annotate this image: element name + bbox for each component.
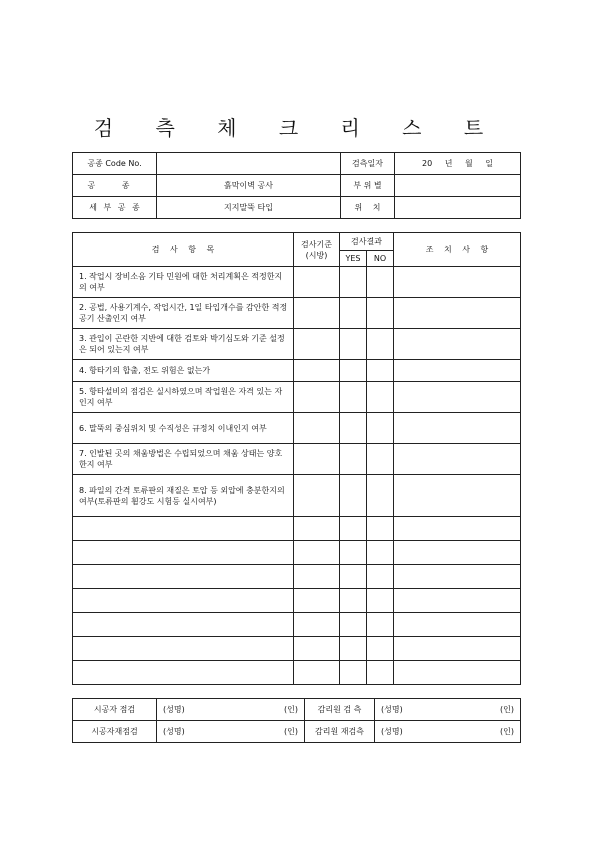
col-yes-header: YES <box>340 251 367 267</box>
standard-cell[interactable] <box>294 382 340 413</box>
action-cell[interactable] <box>394 360 521 382</box>
header-table <box>72 152 521 219</box>
yes-cell[interactable] <box>340 329 367 360</box>
checklist-item-text: 1. 작업시 장비소음 기타 민원에 대한 처리계획은 적정한지의 여부 <box>73 267 294 298</box>
no-cell[interactable] <box>367 267 394 298</box>
no-cell[interactable] <box>367 413 394 444</box>
yes-cell[interactable] <box>340 444 367 475</box>
standard-cell[interactable] <box>294 267 340 298</box>
col-action-header: 조 치 사 항 <box>394 233 521 267</box>
empty-row <box>73 565 521 589</box>
checklist-row <box>73 382 521 413</box>
standard-cell[interactable] <box>294 565 340 589</box>
supervisor-check-label: 감리원 검 측 <box>305 699 375 721</box>
standard-cell[interactable] <box>294 444 340 475</box>
action-cell[interactable] <box>394 541 521 565</box>
name-label: (성명) <box>381 727 403 736</box>
checklist-row <box>73 413 521 444</box>
col-no-header: NO <box>367 251 394 267</box>
dept-field[interactable] <box>395 175 521 197</box>
item-cell[interactable] <box>73 565 294 589</box>
col-item-header: 검 사 항 목 <box>73 233 294 267</box>
yes-cell[interactable] <box>340 360 367 382</box>
action-cell[interactable] <box>394 517 521 541</box>
item-cell[interactable] <box>73 517 294 541</box>
date-label: 검측일자 <box>341 153 395 175</box>
yes-cell[interactable] <box>340 267 367 298</box>
checklist-row <box>73 329 521 360</box>
no-cell[interactable] <box>367 613 394 637</box>
checklist-row <box>73 267 521 298</box>
checklist-row <box>73 475 521 517</box>
yes-cell[interactable] <box>340 565 367 589</box>
dept-label: 부 위 별 <box>341 175 395 197</box>
yes-cell[interactable] <box>340 475 367 517</box>
empty-row <box>73 541 521 565</box>
standard-cell[interactable] <box>294 517 340 541</box>
seal-label: (인) <box>500 705 514 714</box>
item-cell[interactable] <box>73 637 294 661</box>
action-cell[interactable] <box>394 475 521 517</box>
checklist-table <box>72 232 521 685</box>
checklist-item-text: 3. 관입이 곤란한 지반에 대한 검토와 박기심도와 기준 설정은 되어 있는지 여부 <box>73 329 294 360</box>
seal-label: (인) <box>284 705 298 714</box>
location-field[interactable] <box>395 197 521 219</box>
standard-cell[interactable] <box>294 413 340 444</box>
item-cell[interactable] <box>73 661 294 685</box>
signature-table <box>72 698 521 743</box>
no-cell[interactable] <box>367 444 394 475</box>
empty-row <box>73 637 521 661</box>
supervisor-recheck-label: 감리원 재검측 <box>305 721 375 743</box>
action-cell[interactable] <box>394 444 521 475</box>
action-cell[interactable] <box>394 613 521 637</box>
no-cell[interactable] <box>367 360 394 382</box>
item-cell[interactable] <box>73 613 294 637</box>
items-body <box>73 267 521 685</box>
contractor-recheck-sign[interactable] <box>157 721 305 743</box>
supervisor-check-sign[interactable] <box>375 699 521 721</box>
yes-cell[interactable] <box>340 541 367 565</box>
standard-cell[interactable] <box>294 475 340 517</box>
checklist-item-text: 2. 공법, 사용기계수, 작업시간, 1일 타입개수를 감안한 적정공기 산출인지 여부 <box>73 298 294 329</box>
yes-cell[interactable] <box>340 382 367 413</box>
action-cell[interactable] <box>394 637 521 661</box>
name-label: (성명) <box>381 705 403 714</box>
name-label: (성명) <box>163 727 185 736</box>
code-label: 공종 Code No. <box>73 153 157 175</box>
action-cell[interactable] <box>394 329 521 360</box>
standard-cell[interactable] <box>294 637 340 661</box>
checklist-item-text: 5. 항타설비의 점검은 실시하였으며 작업원은 자격 있는 자인지 여부 <box>73 382 294 413</box>
no-cell[interactable] <box>367 565 394 589</box>
yes-cell[interactable] <box>340 517 367 541</box>
standard-cell[interactable] <box>294 589 340 613</box>
action-cell[interactable] <box>394 413 521 444</box>
item-cell[interactable] <box>73 541 294 565</box>
seal-label: (인) <box>284 727 298 736</box>
no-cell[interactable] <box>367 637 394 661</box>
contractor-check-label: 시공자 점검 <box>73 699 157 721</box>
code-field[interactable] <box>157 153 341 175</box>
yes-cell[interactable] <box>340 613 367 637</box>
standard-cell[interactable] <box>294 613 340 637</box>
checklist-row <box>73 444 521 475</box>
no-cell[interactable] <box>367 589 394 613</box>
checklist-item-text: 4. 항타기의 합출, 전도 위험은 없는가 <box>73 360 294 382</box>
action-cell[interactable] <box>394 298 521 329</box>
no-cell[interactable] <box>367 541 394 565</box>
detail-field[interactable]: 지지말뚝 타입 <box>157 197 341 219</box>
action-cell[interactable] <box>394 589 521 613</box>
checklist-item-text: 8. 파일의 간격 토류판의 재질은 토압 등 외압에 충분한지의 여부(토류판의 휨강도 시험등 실시여부) <box>73 475 294 517</box>
date-value: 20 년 월 일 <box>422 159 493 168</box>
detail-label: 세 부 공 종 <box>73 197 157 219</box>
yes-cell[interactable] <box>340 637 367 661</box>
no-cell[interactable] <box>367 298 394 329</box>
col-standard-line1: 검사기준 <box>301 239 332 249</box>
checklist-row <box>73 360 521 382</box>
action-cell[interactable] <box>394 661 521 685</box>
yes-cell[interactable] <box>340 661 367 685</box>
checklist-row <box>73 298 521 329</box>
page-title: 검 측 체 크 리 스 트 <box>93 116 502 140</box>
empty-row <box>73 589 521 613</box>
supervisor-recheck-sign[interactable] <box>375 721 521 743</box>
empty-row <box>73 613 521 637</box>
location-label: 위 치 <box>341 197 395 219</box>
no-cell[interactable] <box>367 329 394 360</box>
yes-cell[interactable] <box>340 589 367 613</box>
action-cell[interactable] <box>394 565 521 589</box>
empty-row <box>73 661 521 685</box>
name-label: (성명) <box>163 705 185 714</box>
yes-cell[interactable] <box>340 298 367 329</box>
no-cell[interactable] <box>367 517 394 541</box>
item-cell[interactable] <box>73 589 294 613</box>
contractor-check-sign[interactable] <box>157 699 305 721</box>
contractor-recheck-label: 시공자재점검 <box>73 721 157 743</box>
checklist-item-text: 6. 말뚝의 중심위치 및 수직성은 규정치 이내인지 여부 <box>73 413 294 444</box>
work-label: 공 종 <box>73 175 157 197</box>
col-standard-header <box>294 233 340 267</box>
standard-cell[interactable] <box>294 541 340 565</box>
col-result-header: 검사결과 <box>340 233 394 251</box>
work-field[interactable]: 흙막이벽 공사 <box>157 175 341 197</box>
standard-cell[interactable] <box>294 298 340 329</box>
checklist-item-text: 7. 인발된 곳의 채움방법은 수립되었으며 채움 상태는 양호한지 여부 <box>73 444 294 475</box>
date-field[interactable] <box>395 153 521 175</box>
action-cell[interactable] <box>394 382 521 413</box>
seal-label: (인) <box>500 727 514 736</box>
standard-cell[interactable] <box>294 661 340 685</box>
yes-cell[interactable] <box>340 413 367 444</box>
no-cell[interactable] <box>367 661 394 685</box>
no-cell[interactable] <box>367 382 394 413</box>
action-cell[interactable] <box>394 267 521 298</box>
standard-cell[interactable] <box>294 329 340 360</box>
col-standard-line2: (시방) <box>305 250 328 260</box>
standard-cell[interactable] <box>294 360 340 382</box>
no-cell[interactable] <box>367 475 394 517</box>
empty-row <box>73 517 521 541</box>
